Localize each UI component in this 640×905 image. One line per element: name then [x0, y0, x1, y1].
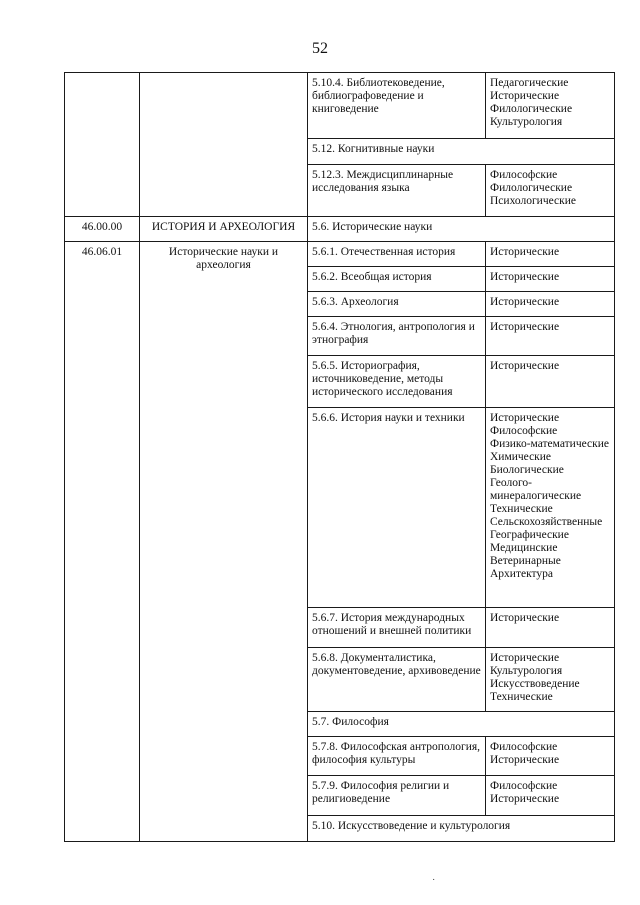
degree-item: Географические [490, 529, 569, 541]
degree-item: Исторические [490, 360, 560, 372]
degrees-cell [486, 73, 615, 139]
degree-item: Философские [490, 425, 558, 437]
degree-item: Исторические [490, 652, 560, 664]
degree-item: Исторические [490, 321, 560, 333]
degree-item: Исторические [490, 754, 560, 766]
degrees-cell [486, 242, 615, 267]
specialty-cell: 5.10.4. Библиотековедение, библиографоведение и книговедение [308, 73, 486, 139]
degrees-cell [486, 356, 615, 408]
degree-item: Искусствоведение [490, 678, 580, 690]
degrees-cell [486, 292, 615, 317]
degree-item: Технические [490, 691, 553, 703]
section-cell: 5.12. Когнитивные науки [308, 139, 615, 165]
specialty-cell: 5.6.6. История науки и техники [308, 408, 486, 608]
degree-item: Исторические [490, 612, 560, 624]
degree-item: Технические [490, 503, 553, 515]
group-cell-empty [140, 73, 308, 217]
specialty-cell: 5.7.8. Философская антропология, философия культуры [308, 737, 486, 776]
section-cell: 5.10. Искусствоведение и культурология [308, 816, 615, 842]
degrees-cell [486, 608, 615, 648]
specialty-cell: 5.6.5. Историография, источниковедение, методы исторического исследования [308, 356, 486, 408]
degree-item: Психологические [490, 195, 576, 207]
degree-item: Исторические [490, 246, 560, 258]
specialty-cell: 5.6.3. Археология [308, 292, 486, 317]
degree-item: Исторические [490, 296, 560, 308]
degrees-cell [486, 165, 615, 217]
specialty-cell: 5.7.9. Философия религии и религиоведение [308, 776, 486, 816]
specialty-cell: 5.6.7. История международных отношений и внешней политики [308, 608, 486, 648]
degree-item: Исторические [490, 90, 560, 102]
group-cell: ИСТОРИЯ И АРХЕОЛОГИЯ [140, 217, 308, 242]
degrees-cell [486, 776, 615, 816]
code-cell: 46.06.01 [65, 242, 140, 842]
table-row [65, 242, 615, 267]
degree-item: Филологические [490, 182, 573, 194]
scan-mark: ˙ [432, 878, 436, 889]
degree-item: Культурология [490, 116, 563, 128]
degree-item: Исторические [490, 793, 560, 805]
degree-item: Философские [490, 741, 558, 753]
degree-item: Архитектура [490, 568, 554, 580]
specialty-cell: 5.6.4. Этнология, антропология и этнография [308, 317, 486, 356]
specialty-cell: 5.12.3. Междисциплинарные исследования языка [308, 165, 486, 217]
degree-item: Педагогические [490, 77, 569, 89]
degree-item: Культурология [490, 665, 563, 677]
degree-item: Исторические [490, 412, 560, 424]
degree-item: Исторические [490, 271, 560, 283]
specialty-cell: 5.6.8. Документалистика, документоведение, архивоведение [308, 648, 486, 712]
degree-item: Медицинские [490, 542, 558, 554]
page-number: 52 [312, 40, 328, 57]
degrees-cell [486, 648, 615, 712]
degree-item: Физико-математические [490, 438, 609, 450]
code-cell: 46.00.00 [65, 217, 140, 242]
section-cell: 5.7. Философия [308, 712, 615, 737]
specialty-cell: 5.6.1. Отечественная история [308, 242, 486, 267]
section-cell: 5.6. Исторические науки [308, 217, 615, 242]
degrees-cell [486, 737, 615, 776]
table-row [65, 217, 615, 242]
degree-item: Ветеринарные [490, 555, 561, 567]
degree-item: Химические [490, 451, 552, 463]
group-cell: Исторические науки и археология [140, 242, 308, 842]
degree-item: Сельскохозяйственные [490, 516, 603, 528]
degrees-cell [486, 408, 615, 608]
degree-item: Филологические [490, 103, 573, 115]
degrees-cell [486, 267, 615, 292]
degrees-cell [486, 317, 615, 356]
degree-item: Философские [490, 169, 558, 181]
degree-item: Геолого-минералогические [490, 477, 582, 502]
specialties-table [64, 72, 615, 842]
degree-item: Биологические [490, 464, 564, 476]
table-row [65, 73, 615, 139]
code-cell-empty [65, 73, 140, 217]
specialty-cell: 5.6.2. Всеобщая история [308, 267, 486, 292]
degree-item: Философские [490, 780, 558, 792]
